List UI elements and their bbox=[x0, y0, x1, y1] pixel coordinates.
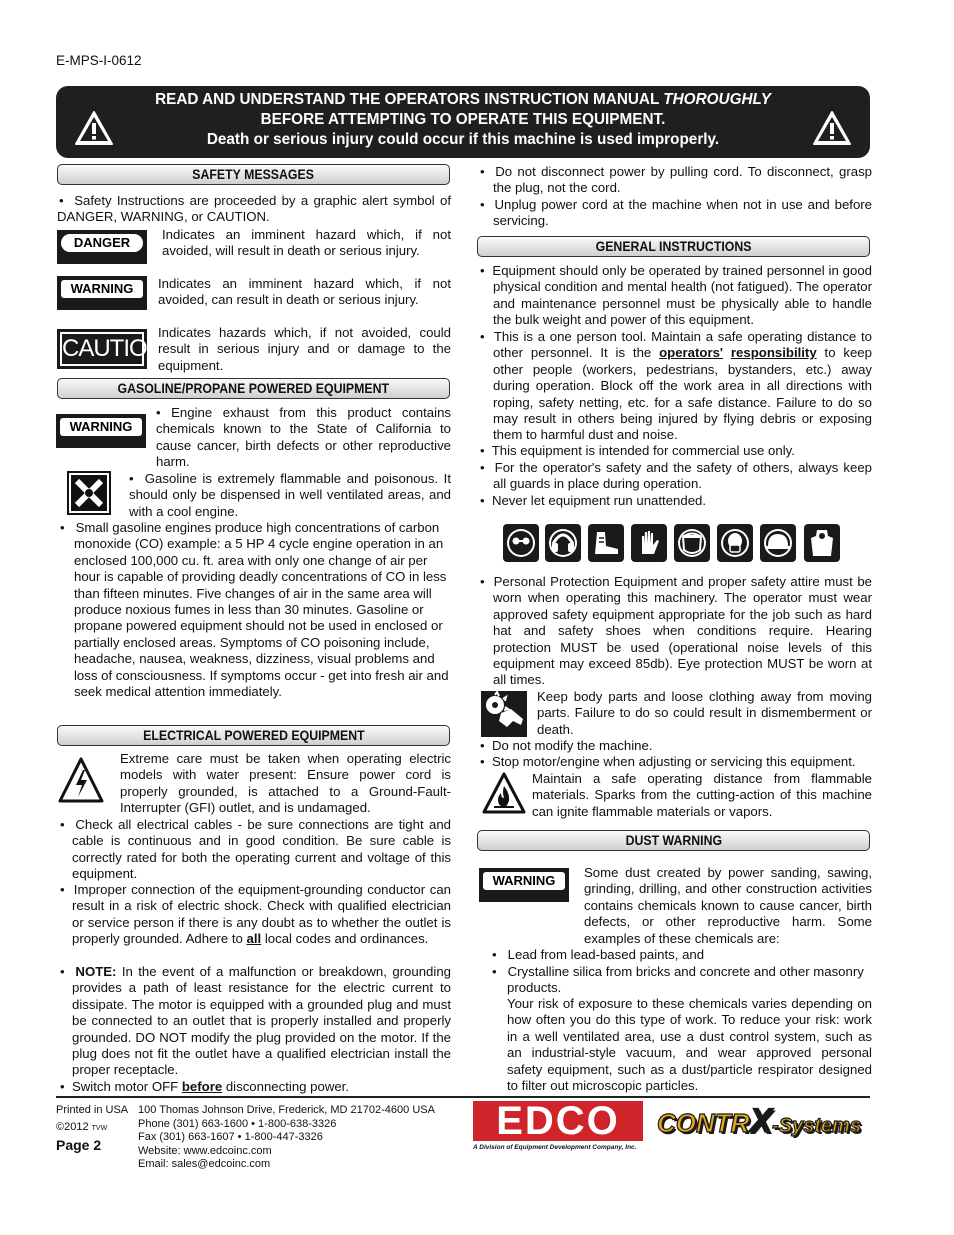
respirator-icon bbox=[717, 524, 753, 562]
danger-sign: DANGER bbox=[57, 230, 147, 264]
co-warning: • Small gasoline engines produce high concentrations of carbon monoxide (CO) example: a 5 HP 4 cycle engine operation in an enclosed 100,000 cu. ft. area with only one change of air per hour is capable of providing deadly concentrations of CO in less than fifteen minutes. Five changes of air in the same area will produce noxious fumes in less than 30 minutes. Gasoline or propane powered equipment should not be used in enclosed or partially enclosed areas. Symptoms of CO poisoning include, headache, nausea, weakness, dizziness, visual problems and loss of consciousness. If symptoms occur - get into fresh air and seek medical attention immediately. bbox=[60, 520, 449, 700]
address: 100 Thomas Johnson Drive, Frederick, MD 21702-4600 USA bbox=[138, 1104, 435, 1116]
electrical-note: • NOTE: In the event of a malfunction or breakdown, grounding provides a path of least resistance for the electric current to dissipate. The motor is equipped with a grounded plug and must be connected to an outlet that is properly installed and properly grounded. DO NOT modify the plug provided on the motor. If the plug does not fit the outlet have a qualified electrician install the proper receptacle. bbox=[60, 964, 451, 1078]
gasoline-flammable: • Gasoline is extremely flammable and poisonous. It should only be dispensed in well ventilated areas, and with a cool engine. bbox=[129, 471, 451, 519]
copyright: ©2012 TVW bbox=[56, 1121, 108, 1133]
edco-tagline: A Division of Equipment Development Company, Inc. bbox=[473, 1144, 637, 1151]
contrx-logo bbox=[657, 1102, 869, 1150]
edco-wordmark: EDCO bbox=[473, 1101, 643, 1141]
banner-line-3: Death or serious injury could occur if this machine is used improperly. bbox=[206, 131, 720, 148]
footer-rule bbox=[56, 1096, 870, 1098]
safety-boot-icon bbox=[588, 524, 624, 562]
electrical-intro: Extreme care must be taken when operating electric models with water present: Ensure power cord is properly grounded, is attached to a Ground-Fault-Interrupter (GFI) outlet, and is undamaged. bbox=[120, 751, 451, 816]
warning-sign: WARNING bbox=[57, 276, 147, 310]
face-shield-icon bbox=[674, 524, 710, 562]
general-body-parts: Keep body parts and loose clothing away from moving parts. Failure to do so could result in dismemberment or death. bbox=[537, 689, 872, 737]
apron-icon bbox=[804, 524, 840, 562]
footer-contact bbox=[138, 1104, 435, 1172]
dust-intro: Some dust created by power sanding, sawing, grinding, drilling, and other construction activities contains chemicals known to cause cancer, birth defects, or other reproductive harm. Some examples of these chemicals are: bbox=[584, 865, 872, 946]
fax: Fax (301) 663-1607 • 1-800-447-3326 bbox=[138, 1131, 323, 1143]
switch-motor-off: • Switch motor OFF before disconnecting power. bbox=[60, 1079, 350, 1094]
electric-shock-icon bbox=[58, 756, 104, 804]
hazard-triangle-icon bbox=[74, 110, 114, 146]
contrx-wordmark: CONTRX-Systems bbox=[657, 1102, 862, 1140]
danger-description: Indicates an imminent hazard which, if not avoided, will result in death or serious injury. bbox=[162, 227, 451, 259]
dust-silica: • Crystalline silica from bricks and concrete and other masonry products. bbox=[492, 964, 864, 996]
hazard-triangle-icon bbox=[812, 110, 852, 146]
unplug-cord: • Unplug power cord at the machine when not in use and before servicing. bbox=[480, 197, 873, 229]
section-safety-messages: SAFETY MESSAGES bbox=[57, 164, 450, 185]
general-guards: • For the operator's safety and the safety of others, always keep all guards in place during operation. bbox=[480, 460, 872, 492]
phone: Phone (301) 663-1600 • 1-800-638-3326 bbox=[138, 1117, 337, 1130]
general-safe-distance: Maintain a safe operating distance from flammable materials. Sparks from the cutting-action of this machine can ignite flammable materials or vapors. bbox=[532, 771, 872, 819]
general-unattended: • Never let equipment run unattended. bbox=[480, 493, 707, 508]
hard-hat-icon bbox=[760, 524, 796, 562]
dust-risk: Your risk of exposure to these chemicals varies depending on how often you do this type of work. To reduce your risk: work in a well ventilated area, use a dust control system, such as an industrial-style vacuum, and wear approved personal safety equipment, such as a dust/particle respirator designed to filter out microscopic particles. bbox=[507, 996, 872, 1094]
document-id: E-MPS-I-0612 bbox=[56, 53, 142, 68]
dust-lead: • Lead from lead-based paints, and bbox=[492, 947, 705, 962]
cord-disconnect: • Do not disconnect power by pulling cord. To disconnect, grasp the plug, not the cord. bbox=[480, 164, 872, 196]
flammable-icon bbox=[482, 772, 526, 814]
email: Email: sales@edcoinc.com bbox=[138, 1158, 271, 1170]
edco-logo bbox=[473, 1101, 645, 1153]
general-one-person-tool: • This is a one person tool. Maintain a safe operating distance to other personnel. It is the operators' responsibility to keep other people (workers, pedestrians, bystanders, etc.) away during operation. Block off the work area in all directions with roping, safety netting, etc. for a safe distance. Failure to do so may result in others being injured by flying debris or exposing them to harmful dust and noise. bbox=[480, 329, 872, 443]
section-general-instructions: GENERAL INSTRUCTIONS bbox=[477, 236, 870, 257]
section-electrical: ELECTRICAL POWERED EQUIPMENT bbox=[57, 725, 450, 746]
warning-description: Indicates an imminent hazard which, if not avoided, can result in death or serious injury. bbox=[158, 276, 451, 308]
banner-line-1: READ AND UNDERSTAND THE OPERATORS INSTRUCTION MANUAL THOROUGHLY bbox=[155, 91, 771, 108]
entanglement-icon bbox=[481, 691, 527, 737]
printed-in-usa: Printed in USA bbox=[56, 1104, 129, 1116]
banner-line-2: BEFORE ATTEMPTING TO OPERATE THIS EQUIPMENT. bbox=[260, 111, 666, 128]
warning-banner bbox=[56, 86, 870, 158]
safety-intro: • Safety Instructions are proceeded by a graphic alert symbol of DANGER, WARNING, or CAUTION. bbox=[57, 193, 451, 225]
general-ppe: • Personal Protection Equipment and proper safety attire must be worn when operating this machinery. The operator must wear approved safety equipment appropriate for the job such as hard hat and safety shoes when conditions require. Hearing protection MUST be used (operational noise levels of this equipment may exceed 85db). Eye protection MUST be worn at all times. bbox=[480, 574, 872, 688]
goggles-icon bbox=[503, 524, 539, 562]
glove-icon bbox=[631, 524, 667, 562]
general-commercial-use: • This equipment is intended for commercial use only. bbox=[480, 443, 795, 458]
caution-description: Indicates hazards which, if not avoided, could result in serious injury and or damage to the equipment. bbox=[158, 325, 451, 373]
general-stop-motor: • Stop motor/engine when adjusting or servicing this equipment. bbox=[480, 754, 856, 769]
exhaust-warning: • Engine exhaust from this product contains chemicals known to the State of California to cause cancer, birth defects or other reproductive harm. bbox=[156, 405, 451, 470]
section-gasoline: GASOLINE/PROPANE POWERED EQUIPMENT bbox=[57, 378, 450, 399]
general-trained-personnel: • Equipment should only be operated by trained personnel in good physical condition and mental health (not fatigued). The operator and maintenance personnel must be physically able to handle the bulk weight and power of this equipment. bbox=[480, 263, 873, 328]
electrical-check-cables: • Check all electrical cables - be sure connections are tight and cable is continuous and in good condition. Be sure cable is correctly rated for both the operating current and voltage of this equipment. bbox=[60, 817, 452, 882]
caution-sign: CAUTION bbox=[57, 329, 147, 369]
electrical-grounding: • Improper connection of the equipment-grounding conductor can result in a risk of electric shock. Check with qualified electrician or service person if there is any doubt as to whether the outlet is properly grounded. Adhere to all local codes and ordinances. bbox=[60, 882, 452, 947]
general-no-modify: • Do not modify the machine. bbox=[480, 738, 653, 753]
website: Website: www.edcoinc.com bbox=[138, 1144, 272, 1157]
fire-hazard-icon bbox=[67, 471, 111, 515]
warning-sign: WARNING bbox=[479, 868, 569, 902]
page-number: Page 2 bbox=[56, 1137, 102, 1153]
warning-sign: WARNING bbox=[56, 414, 146, 448]
ear-protection-icon bbox=[545, 524, 581, 562]
section-dust-warning: DUST WARNING bbox=[477, 830, 870, 851]
